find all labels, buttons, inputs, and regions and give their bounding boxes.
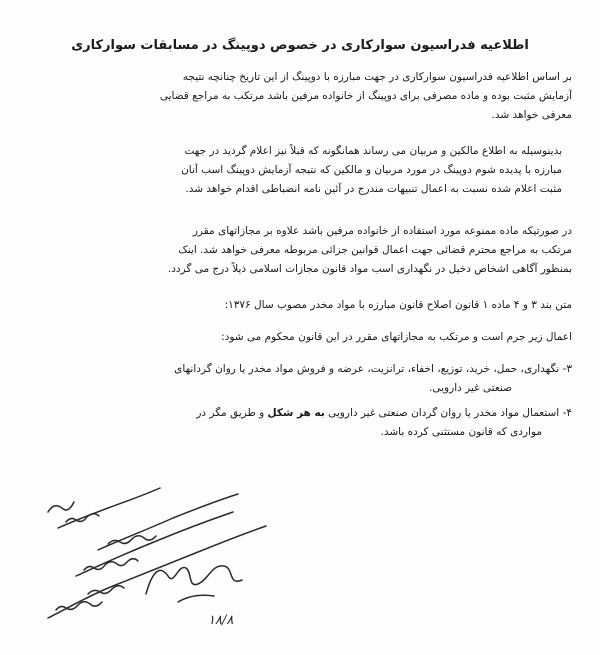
paragraph-1: [22, 68, 572, 125]
text-line: بمنظور آگاهی اشخاص دخیل در نگهداری اسب مواد قانون مجازات اسلامی ذیلاً درج می گردد.: [167, 263, 572, 275]
text-line: مثبت اعلام شده نسبت به اعمال تنبیهات مندرج در آئین نامه انضباطی اقدام خواهد شد.: [185, 183, 562, 195]
paragraph-7: [22, 404, 572, 442]
handwritten-date: ۱۸/۸: [208, 613, 234, 628]
handwritten-signature: [28, 468, 288, 638]
text-line: معرفی خواهد شد.: [491, 109, 572, 121]
paragraph-4: [22, 296, 572, 315]
text-line: مبارزه با پدیده شوم دوپینگ در مورد مربیان و مالکین که نتیجه آزمایش دوپینگ اسب آنان: [181, 164, 562, 176]
text-line: ۳- نگهداری، حمل، خرید، توزیع، اخفاء، ترانزیت، عرضه و فروش مواد مخدر یا روان گردانهای: [174, 363, 572, 375]
text-line: آزمایش مثبت بوده و ماده مصرفی برای دوپینگ از خانواده مرفین باشد مرتکب به مراجع قضایی: [159, 90, 572, 102]
text-line: متن بند ۳ و ۴ ماده ۱ قانون اصلاح قانون مبارزه با مواد مخدر مصوب سال ۱۳۷۶:: [224, 299, 572, 311]
text-run: و طریق مگر در: [196, 407, 268, 419]
text-line: [22, 404, 572, 423]
text-line: مرتکب به مراجع محترم قضائی جهت اعمال قوانین جزائی مربوطه معرفی خواهد شد. اینک: [178, 244, 572, 256]
bold-text: به هر شکل: [267, 407, 325, 419]
text-line: صنعتی غیر دارویی.: [429, 382, 512, 394]
text-line: در صورتیکه ماده ممنوعه مورد استفاده از خانواده مرفین باشد علاوه بر مجازاتهای مقرر: [192, 225, 572, 237]
text-run: ۴- استعمال مواد مخدر یا روان گردان صنعتی غیر دارویی: [324, 407, 572, 419]
paragraph-2: [22, 142, 562, 199]
text-line: مواردی که قانون مستثنی کرده باشد.: [380, 426, 542, 438]
signature-drawing: [28, 468, 288, 638]
text-line: بدینوسیله به اطلاع مالکین و مربیان می رساند همانگونه که قبلاً نیز اعلام گردید در جهت: [184, 145, 562, 157]
paragraph-3: [22, 222, 572, 279]
paragraph-6: [22, 360, 572, 398]
paragraph-5: [22, 328, 572, 347]
text-line: بر اساس اطلاعیه فدراسیون سوارکاری در جهت مبارزه با دوپینگ از این تاریخ چنانچه نتیجه: [182, 71, 572, 83]
text-line: اعمال زیر جرم است و مرتکب به مجازاتهای مقرر در این قانون محکوم می شود:: [221, 331, 572, 343]
document-title: اطلاعیه فدراسیون سوارکاری در خصوص دوپینگ در مسابقات سوارکاری: [71, 38, 529, 53]
